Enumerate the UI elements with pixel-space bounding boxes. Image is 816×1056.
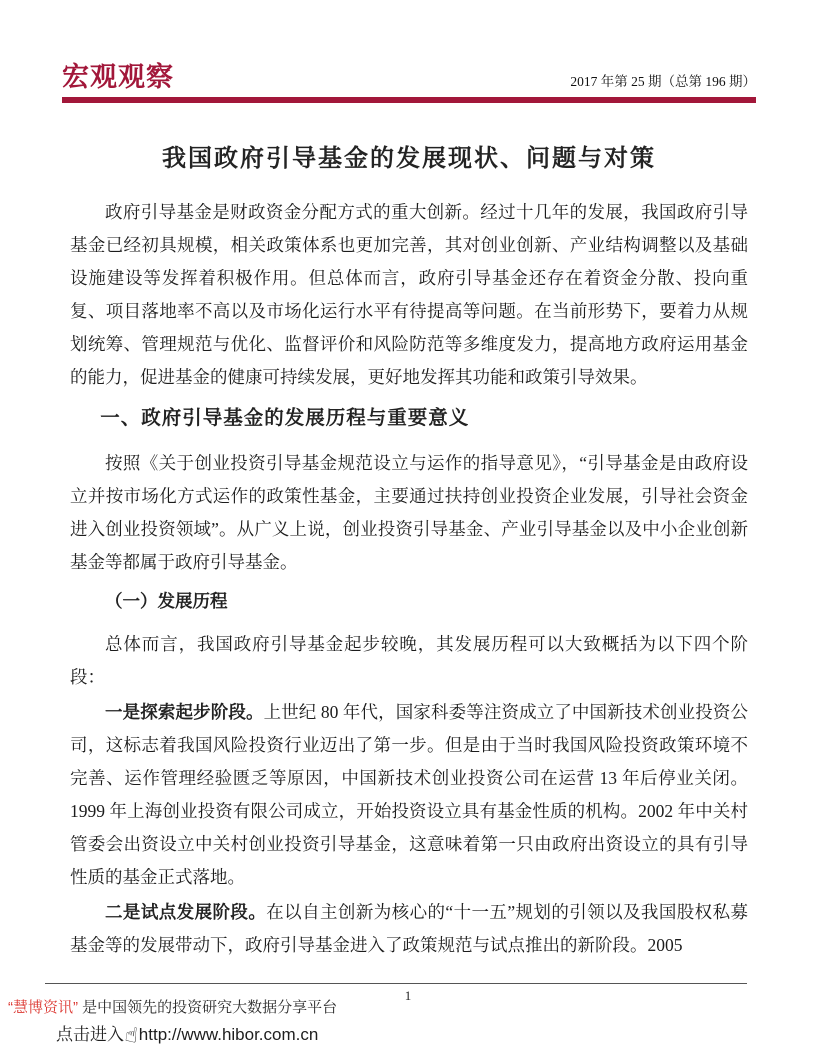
subsection-1-heading: （一）发展历程: [105, 591, 228, 611]
intro-paragraph: 政府引导基金是财政资金分配方式的重大创新。经过十几年的发展，我国政府引导基金已经初具规模，相关政策体系也更加完善，其对创业创新、产业结构调整以及基础设施建设等发挥着积极作用。但总体而言，政府引导基金还存在着资金分散、投向重复、项目落地率不高以及市场化运行水平有待提高等问题。在当前形势下，要着力从规划统筹、管理规范与优化、监督评价和风险防范等多维度发力，提高地方政府运用基金的能力，促进基金的健康可持续发展，更好地发挥其功能和政策引导效果。: [70, 202, 748, 387]
page-number: 1: [404, 988, 412, 1003]
issue-number: 2017 年第 25 期（总第 196 期）: [570, 74, 756, 89]
footer-divider: [45, 983, 747, 984]
hibor-watermark: [8, 997, 568, 1047]
hibor-brand: “慧博资讯”: [8, 999, 78, 1016]
stage-2-paragraph: [70, 896, 748, 962]
stage-1-text: 上世纪 80 年代，国家科委等注资成立了中国新技术创业投资公司，这标志着我国风险投资行业迈出了第一步。但是由于当时我国风险投资政策环境不完善、运作管理经验匮乏等原因，中国新技术创业投资公司在运营 13 年后停业关闭。1999 年上海创业投资有限公司成立，开始投资设立具有基金性质的机构。2002 年中关村管委会出资设立中关村创业投资引导基金，这意味着第一只由政府出资设立的具有引导性质的基金正式落地。: [70, 702, 748, 887]
hibor-url-link[interactable]: http://www.hibor.com.cn: [138, 1025, 319, 1044]
stage-1-paragraph: [70, 696, 748, 894]
stage-1-lead: 一是探索起步阶段。: [105, 702, 264, 722]
policy-paragraph: 按照《关于创业投资引导基金规范设立与运作的指导意见》，“引导基金是由政府设立并按市场化方式运作的政策性基金，主要通过扶持创业投资企业发展，引导社会资金进入创业投资领域”。从广义上说，创业投资引导基金、产业引导基金以及中小企业创新基金等都属于政府引导基金。: [70, 453, 748, 572]
section-1-heading: 一、政府引导基金的发展历程与重要意义: [100, 407, 470, 429]
hand-cursor-icon: ☝: [123, 1022, 140, 1048]
stage-2-text: 在以自主创新为核心的“十一五”规划的引领以及我国股权私募基金等的发展带动下，政府引导基金进入了政策规范与试点推出的新阶段。2005: [70, 902, 748, 955]
overview-paragraph: 总体而言，我国政府引导基金起步较晚，其发展历程可以大致概括为以下四个阶段：: [70, 634, 748, 687]
document-title: 我国政府引导基金的发展现状、问题与对策: [162, 145, 656, 172]
hibor-link-label: 点击进入: [56, 1025, 124, 1044]
hibor-slogan: [8, 997, 568, 1019]
header-divider: [62, 97, 756, 103]
document-body: [70, 196, 748, 964]
report-series-title: 宏观观察: [62, 62, 174, 92]
page-header: [62, 62, 756, 103]
stage-2-lead: 二是试点发展阶段。: [105, 902, 267, 922]
hibor-slogan-text: 是中国领先的投资研究大数据分享平台: [78, 999, 338, 1016]
hibor-link-row: [56, 1023, 568, 1047]
